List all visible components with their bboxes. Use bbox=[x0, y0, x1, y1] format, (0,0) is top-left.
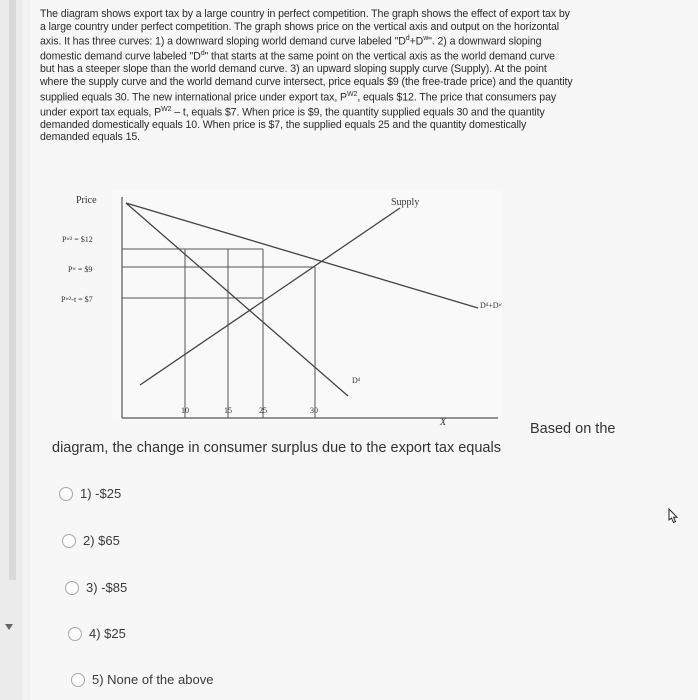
intro-line: under export tax equals, $P^{W2}$ – t, equals $7. When price is $9, the quantity supplied equals 30 and the quantity bbox=[40, 105, 545, 119]
qty-label-30: 30 bbox=[310, 406, 318, 415]
qty-label-10: 10 bbox=[181, 406, 189, 415]
price-label-12: Pʷ² = $12 bbox=[62, 235, 93, 244]
intro-line: where the supply curve and the world demand curve intersect, price equals $9 (the free-trade price) and the quantity bbox=[40, 76, 573, 89]
supply-label: Supply bbox=[391, 197, 420, 208]
intro-line: but has a steeper slope than the world demand curve. 3) an upward sloping supply curve (Supply). At the point bbox=[40, 63, 547, 76]
question-prompt-tail: Based on the bbox=[530, 421, 616, 437]
answer-option-2[interactable] bbox=[62, 533, 120, 548]
intro-line: a large country under perfect competition. The graph shows price on the vertical axis and output on the horizontal bbox=[40, 20, 559, 33]
answer-option-1[interactable] bbox=[59, 486, 121, 501]
question-prompt: diagram, the change in consumer surplus due to the export tax equals bbox=[52, 440, 501, 456]
qty-label-15: 15 bbox=[224, 406, 232, 415]
radio-button[interactable] bbox=[71, 673, 85, 687]
intro-line: demanded equals 15. bbox=[40, 131, 140, 144]
radio-button[interactable] bbox=[68, 627, 82, 641]
price-label-7: Pʷ²-t = $7 bbox=[61, 295, 93, 304]
price-label-9: Pʷ = $9 bbox=[68, 265, 93, 274]
option-label: 1) -$25 bbox=[80, 486, 122, 501]
answer-option-5[interactable] bbox=[71, 672, 213, 687]
mouse-cursor-icon bbox=[664, 507, 682, 525]
x-axis-label: X bbox=[440, 417, 447, 428]
radio-button[interactable] bbox=[65, 581, 79, 595]
intro-line: The diagram shows export tax by a large country in perfect competition. The graph shows the effect of export tax by bbox=[40, 8, 570, 20]
radio-button[interactable] bbox=[59, 487, 73, 501]
diagram-background bbox=[112, 190, 502, 420]
world-demand-label: Dᵈ+Dʷ bbox=[480, 301, 502, 310]
qty-label-25: 25 bbox=[259, 406, 267, 415]
intro-line: axis. It has three curves: 1) a downward sloping world demand curve labeled "$D^d+D^w$". 2) a downward sloping bbox=[40, 35, 542, 48]
option-label: 2) $65 bbox=[83, 533, 120, 548]
domestic-demand-label: Dᵈ bbox=[352, 376, 361, 385]
intro-line: demanded domestically equals 10. When price is $7, the supplied equals 25 and the quantity domestically bbox=[40, 118, 527, 131]
radio-button[interactable] bbox=[62, 534, 76, 548]
option-label: 5) None of the above bbox=[92, 672, 214, 687]
answer-option-3[interactable] bbox=[65, 580, 127, 595]
option-label: 4) $25 bbox=[89, 626, 126, 641]
option-label: 3) -$85 bbox=[86, 580, 128, 595]
intro-line: supplied equals 30. The new international price under export tax, $P^{W2}$, equals $12. The price that consumers pay bbox=[40, 90, 557, 104]
answer-option-4[interactable] bbox=[68, 626, 126, 641]
intro-line: domestic demand curve labeled "$D^d$" that starts at the same point on the vertical axis as the world demand curve bbox=[40, 50, 555, 63]
price-axis-label: Price bbox=[76, 195, 97, 206]
